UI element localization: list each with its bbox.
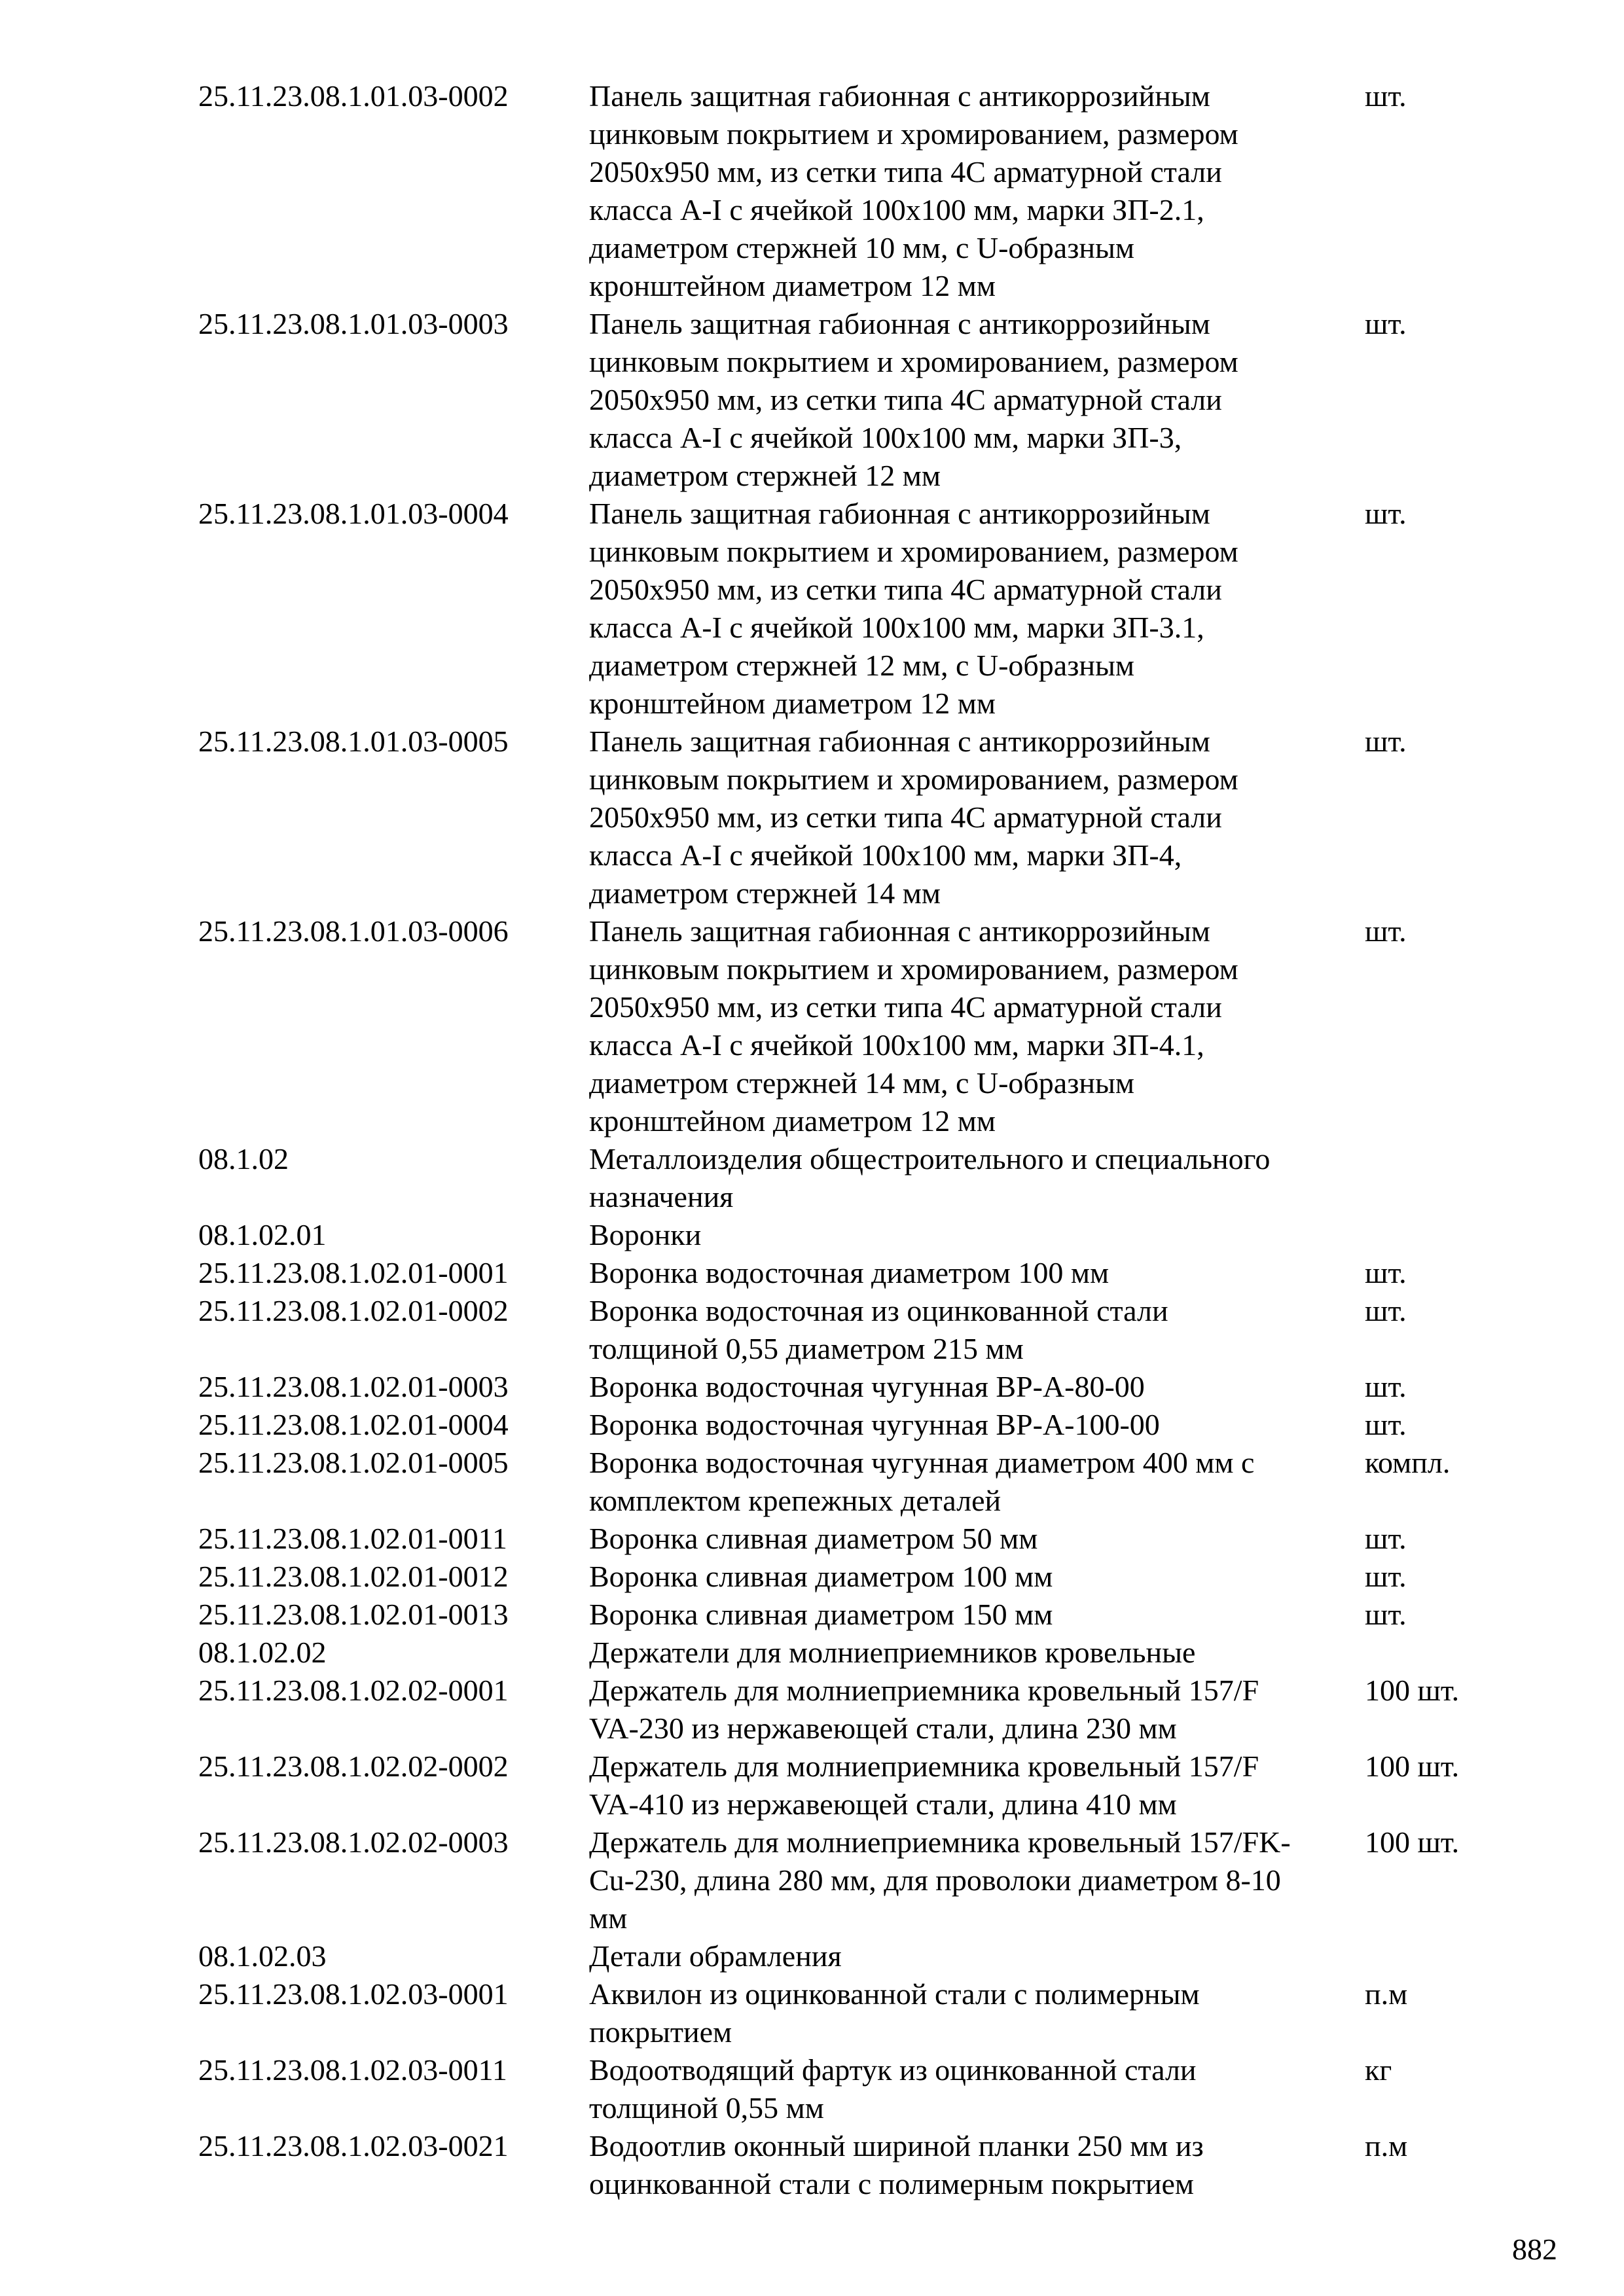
resource-name-line: Воронка сливная диаметром 150 мм: [589, 1598, 1053, 1631]
resource-name-line: Водоотводящий фартук из оцинкованной стали: [589, 2053, 1197, 2087]
resource-code: 25.11.23.08.1.02.03-0021: [198, 2129, 509, 2162]
resource-name-line: Держатель для молниеприемника кровельный 157/FK-: [589, 1825, 1291, 1859]
unit-of-measure: шт.: [1365, 1370, 1407, 1403]
resource-code: 25.11.23.08.1.01.03-0002: [198, 79, 509, 113]
table-row: [198, 1596, 1521, 1634]
resource-name-line: Держатель для молниеприемника кровельный 157/F: [589, 1674, 1259, 1707]
resource-code: 25.11.23.08.1.01.03-0004: [198, 497, 509, 530]
resource-name: [589, 1520, 1363, 1558]
resource-name-line: цинковым покрытием и хромированием, размером: [589, 117, 1238, 151]
resource-name-line: Держатели для молниеприемников кровельные: [589, 1636, 1196, 1669]
resource-name-line: Держатель для молниеприемника кровельный 157/F: [589, 1749, 1259, 1783]
table-row: [198, 2051, 1521, 2127]
resource-name-line: Панель защитная габионная с антикоррозийным: [589, 725, 1210, 758]
resource-name-line: диаметром стержней 14 мм, с U-образным: [589, 1066, 1135, 1100]
resource-code: 25.11.23.08.1.02.03-0011: [198, 2053, 507, 2087]
resource-name-line: Воронка сливная диаметром 50 мм: [589, 1522, 1038, 1555]
resource-code: 25.11.23.08.1.02.01-0002: [198, 1294, 509, 1327]
resource-name-line: цинковым покрытием и хромированием, размером: [589, 535, 1238, 568]
resource-code: 25.11.23.08.1.02.02-0003: [198, 1825, 509, 1859]
resource-name: [589, 1937, 1363, 1975]
resource-name-line: класса А-I с ячейкой 100х100 мм, марки ЗП-4.1,: [589, 1028, 1204, 1062]
resource-name-line: Воронка водосточная чугунная ВР-А-100-00: [589, 1408, 1160, 1441]
resource-name-line: VA-230 из нержавеющей стали, длина 230 мм: [589, 1712, 1177, 1745]
resource-name: [589, 723, 1363, 912]
table-row: [198, 2127, 1521, 2203]
unit-of-measure: шт.: [1365, 79, 1407, 113]
resource-name: [589, 1254, 1363, 1292]
table-row: [198, 1558, 1521, 1596]
resource-name: [589, 2051, 1363, 2127]
resource-name: [589, 1748, 1363, 1823]
resource-code: 08.1.02.02: [198, 1636, 327, 1669]
resource-name-line: кронштейном диаметром 12 мм: [589, 1104, 996, 1138]
table-row: [198, 1975, 1521, 2051]
resource-name-line: покрытием: [589, 2015, 732, 2049]
table-row: [198, 1634, 1521, 1672]
table-row: [198, 1444, 1521, 1520]
resource-code: 08.1.02: [198, 1142, 289, 1175]
resource-name: [589, 1823, 1363, 1937]
resource-name-line: кронштейном диаметром 12 мм: [589, 269, 996, 302]
resource-name: [589, 1672, 1363, 1748]
resource-name-line: Воронка водосточная из оцинкованной стали: [589, 1294, 1168, 1327]
table-row: [198, 1748, 1521, 1823]
resource-name-line: VA-410 из нержавеющей стали, длина 410 мм: [589, 1787, 1177, 1821]
resource-name: [589, 305, 1363, 495]
unit-of-measure: шт.: [1365, 1408, 1407, 1441]
resource-name-line: Панель защитная габионная с антикоррозийным: [589, 79, 1210, 113]
resource-code: 25.11.23.08.1.01.03-0003: [198, 307, 509, 340]
resource-name: [589, 2127, 1363, 2203]
unit-of-measure: п.м: [1365, 2129, 1408, 2162]
resource-code: 25.11.23.08.1.02.01-0005: [198, 1446, 509, 1479]
resource-name-line: диаметром стержней 14 мм: [589, 876, 941, 910]
resource-name: [589, 1292, 1363, 1368]
resource-name-line: комплектом крепежных деталей: [589, 1484, 1001, 1517]
resource-name: [589, 1975, 1363, 2051]
resource-name-line: цинковым покрытием и хромированием, размером: [589, 952, 1238, 986]
resource-name-line: Воронка водосточная чугунная диаметром 400 мм с: [589, 1446, 1255, 1479]
table-row: [198, 1292, 1521, 1368]
unit-of-measure: 100 шт.: [1365, 1749, 1460, 1783]
table-row: [198, 1937, 1521, 1975]
resource-code: 25.11.23.08.1.02.02-0002: [198, 1749, 509, 1783]
unit-of-measure: шт.: [1365, 1598, 1407, 1631]
resource-name: [589, 77, 1363, 305]
resource-name-line: кронштейном диаметром 12 мм: [589, 687, 996, 720]
resource-code: 25.11.23.08.1.01.03-0006: [198, 914, 509, 948]
table-row: [198, 723, 1521, 912]
resource-name-line: Воронка сливная диаметром 100 мм: [589, 1560, 1053, 1593]
resource-name-line: класса А-I с ячейкой 100х100 мм, марки ЗП-4,: [589, 838, 1182, 872]
resource-code: 25.11.23.08.1.02.01-0012: [198, 1560, 509, 1593]
unit-of-measure: шт.: [1365, 1256, 1407, 1289]
resource-code: 25.11.23.08.1.02.02-0001: [198, 1674, 509, 1707]
resource-name-line: цинковым покрытием и хромированием, размером: [589, 345, 1238, 378]
table-row: [198, 1254, 1521, 1292]
resource-name-line: толщиной 0,55 диаметром 215 мм: [589, 1332, 1024, 1365]
resource-name-line: класса А-I с ячейкой 100х100 мм, марки ЗП-2.1,: [589, 193, 1204, 226]
resource-name-line: оцинкованной стали с полимерным покрытием: [589, 2167, 1194, 2200]
resource-name-line: диаметром стержней 10 мм, с U-образным: [589, 231, 1135, 264]
resource-name-line: Аквилон из оцинкованной стали с полимерным: [589, 1977, 1200, 2011]
resource-name-line: Металлоизделия общестроительного и специального: [589, 1142, 1271, 1175]
page-number: 882: [1512, 2233, 1557, 2266]
resource-name-line: толщиной 0,55 мм: [589, 2091, 824, 2125]
resource-name-line: Панель защитная габионная с антикоррозийным: [589, 914, 1210, 948]
table-row: [198, 495, 1521, 723]
resource-name: [589, 1368, 1363, 1406]
table-row: [198, 912, 1521, 1140]
resource-name-line: Водоотлив оконный шириной планки 250 мм из: [589, 2129, 1204, 2162]
unit-of-measure: 100 шт.: [1365, 1825, 1460, 1859]
resource-name-line: 2050х950 мм, из сетки типа 4С арматурной стали: [589, 990, 1222, 1024]
resource-name-line: класса А-I с ячейкой 100х100 мм, марки ЗП-3,: [589, 421, 1182, 454]
resource-code: 25.11.23.08.1.02.01-0013: [198, 1598, 509, 1631]
resource-name-line: Детали обрамления: [589, 1939, 842, 1973]
table-row: [198, 1823, 1521, 1937]
unit-of-measure: 100 шт.: [1365, 1674, 1460, 1707]
resource-name-line: 2050х950 мм, из сетки типа 4С арматурной стали: [589, 800, 1222, 834]
resource-code: 08.1.02.01: [198, 1218, 327, 1251]
resource-name-line: диаметром стержней 12 мм, с U-образным: [589, 649, 1135, 682]
resource-name-line: Панель защитная габионная с антикоррозийным: [589, 497, 1210, 530]
resource-name-line: класса А-I с ячейкой 100х100 мм, марки ЗП-3.1,: [589, 611, 1204, 644]
unit-of-measure: шт.: [1365, 914, 1407, 948]
resource-name: [589, 1444, 1363, 1520]
table-row: [198, 1368, 1521, 1406]
unit-of-measure: п.м: [1365, 1977, 1408, 2011]
resource-name: [589, 1406, 1363, 1444]
resource-name-line: 2050х950 мм, из сетки типа 4С арматурной стали: [589, 155, 1222, 188]
resource-name-line: цинковым покрытием и хромированием, размером: [589, 762, 1238, 796]
resource-code: 25.11.23.08.1.01.03-0005: [198, 725, 509, 758]
resource-name: [589, 1140, 1363, 1216]
table-row: [198, 1406, 1521, 1444]
table-row: [198, 1672, 1521, 1748]
resource-name: [589, 1634, 1363, 1672]
unit-of-measure: шт.: [1365, 1522, 1407, 1555]
resource-code: 25.11.23.08.1.02.01-0004: [198, 1408, 509, 1441]
price-list-table: [198, 77, 1521, 2203]
table-row: [198, 305, 1521, 495]
resource-name-line: Панель защитная габионная с антикоррозийным: [589, 307, 1210, 340]
resource-code: 08.1.02.03: [198, 1939, 327, 1973]
unit-of-measure: кг: [1365, 2053, 1392, 2087]
table-row: [198, 1216, 1521, 1254]
resource-name-line: диаметром стержней 12 мм: [589, 459, 941, 492]
resource-name: [589, 1596, 1363, 1634]
unit-of-measure: шт.: [1365, 497, 1407, 530]
table-row: [198, 1140, 1521, 1216]
resource-name: [589, 495, 1363, 723]
resource-name-line: Воронка водосточная диаметром 100 мм: [589, 1256, 1110, 1289]
resource-name-line: мм: [589, 1901, 628, 1935]
resource-name-line: Cu-230, длина 280 мм, для проволоки диаметром 8-10: [589, 1863, 1281, 1897]
table-row: [198, 1520, 1521, 1558]
resource-name-line: Воронки: [589, 1218, 702, 1251]
resource-name-line: 2050х950 мм, из сетки типа 4С арматурной стали: [589, 383, 1222, 416]
unit-of-measure: шт.: [1365, 1560, 1407, 1593]
resource-name-line: назначения: [589, 1180, 734, 1213]
resource-name: [589, 1558, 1363, 1596]
unit-of-measure: компл.: [1365, 1446, 1451, 1479]
unit-of-measure: шт.: [1365, 307, 1407, 340]
resource-name: [589, 1216, 1363, 1254]
resource-code: 25.11.23.08.1.02.01-0001: [198, 1256, 509, 1289]
resource-code: 25.11.23.08.1.02.03-0001: [198, 1977, 509, 2011]
table-row: [198, 77, 1521, 305]
resource-code: 25.11.23.08.1.02.01-0011: [198, 1522, 507, 1555]
resource-name: [589, 912, 1363, 1140]
unit-of-measure: шт.: [1365, 725, 1407, 758]
resource-code: 25.11.23.08.1.02.01-0003: [198, 1370, 509, 1403]
unit-of-measure: шт.: [1365, 1294, 1407, 1327]
resource-name-line: 2050х950 мм, из сетки типа 4С арматурной стали: [589, 573, 1222, 606]
resource-name-line: Воронка водосточная чугунная ВР-А-80-00: [589, 1370, 1145, 1403]
